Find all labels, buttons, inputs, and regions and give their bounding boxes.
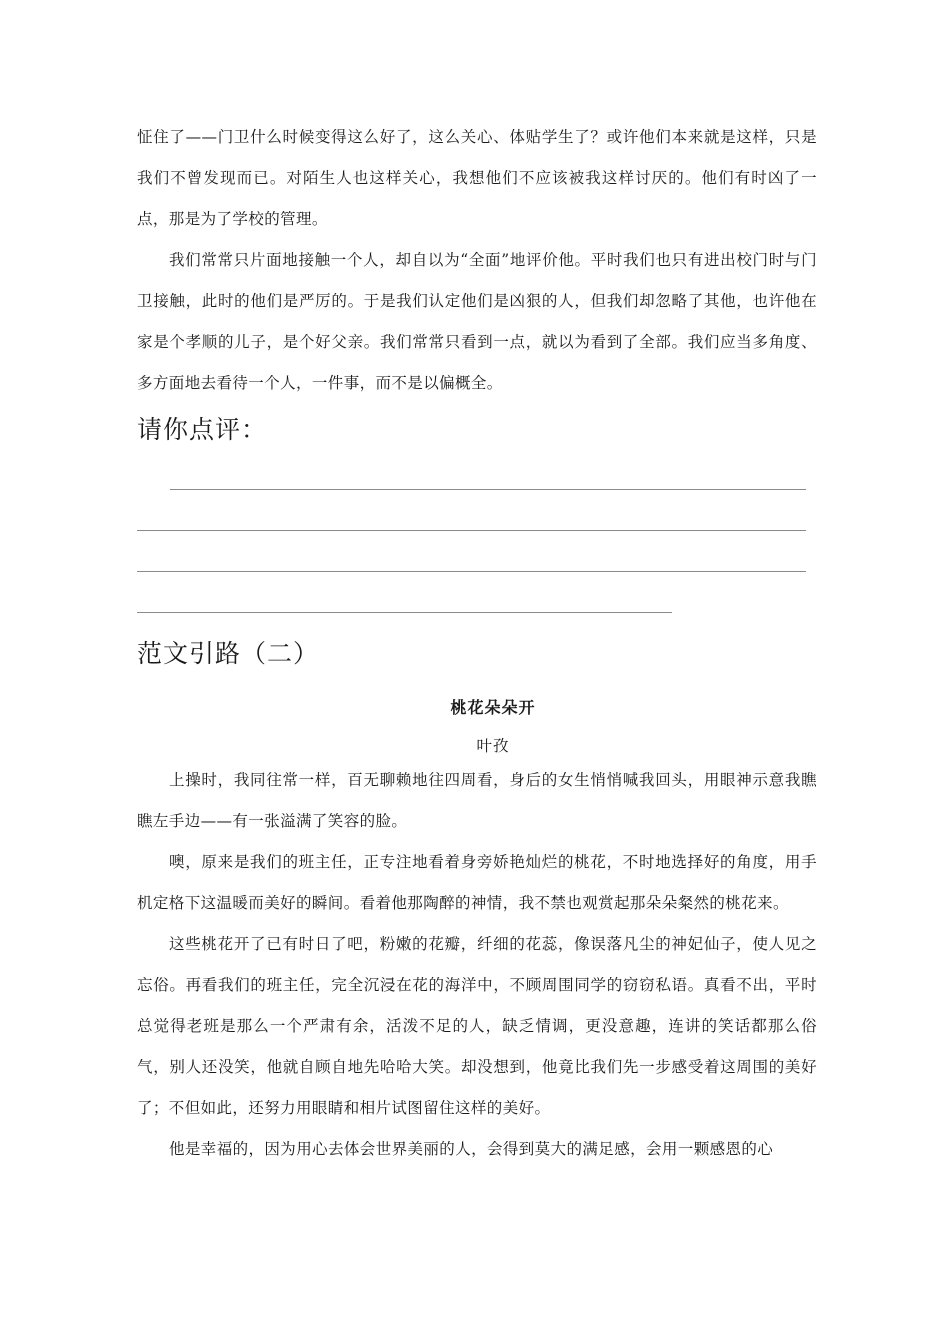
essay-author: 叶孜 xyxy=(476,737,510,755)
answer-line xyxy=(137,612,672,613)
essay-paragraph: 他是幸福的，因为用心去体会世界美丽的人，会得到莫大的满足感，会用一颗感恩的心 xyxy=(169,1140,774,1158)
essay-paragraph: 这些桃花开了已有时日了吧，粉嫩的花瓣，纤细的花蕊，像误落凡尘的神妃仙子，使人见之忘俗。再看我们的班主任，完全沉浸在花的海洋中，不顾周围同学的窃窃私语。真看不出，平时总觉得老班是那么一个严肃有余，活泼不足的人，缺乏情调，更没意趣，连讲的笑话都那么俗气，别人还没笑，他就自顾自地先哈哈大笑。却没想到，他竟比我们先一步感受着这周围的美好了；不但如此，还努力用眼睛和相片试图留住这样的美好。 xyxy=(137,935,817,1117)
essay-title: 桃花朵朵开 xyxy=(450,698,536,717)
passage-paragraph: 怔住了——门卫什么时候变得这么好了，这么关心、体贴学生了？或许他们本来就是这样，只是我们不曾发现而已。对陌生人也这样关心，我想他们不应该被我这样讨厌的。他们有时凶了一点，那是为了学校的管理。 xyxy=(137,128,817,228)
answer-line xyxy=(170,489,806,490)
essay-paragraph: 噢，原来是我们的班主任，正专注地看着身旁娇艳灿烂的桃花，不时地选择好的角度，用手机定格下这温暖而美好的瞬间。看着他那陶醉的神情，我不禁也观赏起那朵朵粲然的桃花来。 xyxy=(137,853,817,912)
answer-line xyxy=(137,571,806,572)
comment-heading: 请你点评： xyxy=(137,415,268,444)
passage-continuation xyxy=(137,117,817,404)
essay-paragraph: 上操时，我同往常一样，百无聊赖地往四周看，身后的女生悄悄喊我回头，用眼神示意我瞧瞧左手边——有一张溢满了笑容的脸。 xyxy=(137,771,817,830)
passage-paragraph: 我们常常只片面地接触一个人，却自以为“全面”地评价他。平时我们也只有进出校门时与门卫接触，此时的他们是严厉的。于是我们认定他们是凶狠的人，但我们却忽略了其他，也许他在家是个孝顺的儿子，是个好父亲。我们常常只看到一点，就以为看到了全部。我们应当多角度、多方面地去看待一个人，一件事，而不是以偏概全。 xyxy=(137,251,817,392)
answer-line xyxy=(137,530,806,531)
sample-essay-heading: 范文引路（二） xyxy=(137,639,320,668)
essay-body xyxy=(137,760,817,1170)
